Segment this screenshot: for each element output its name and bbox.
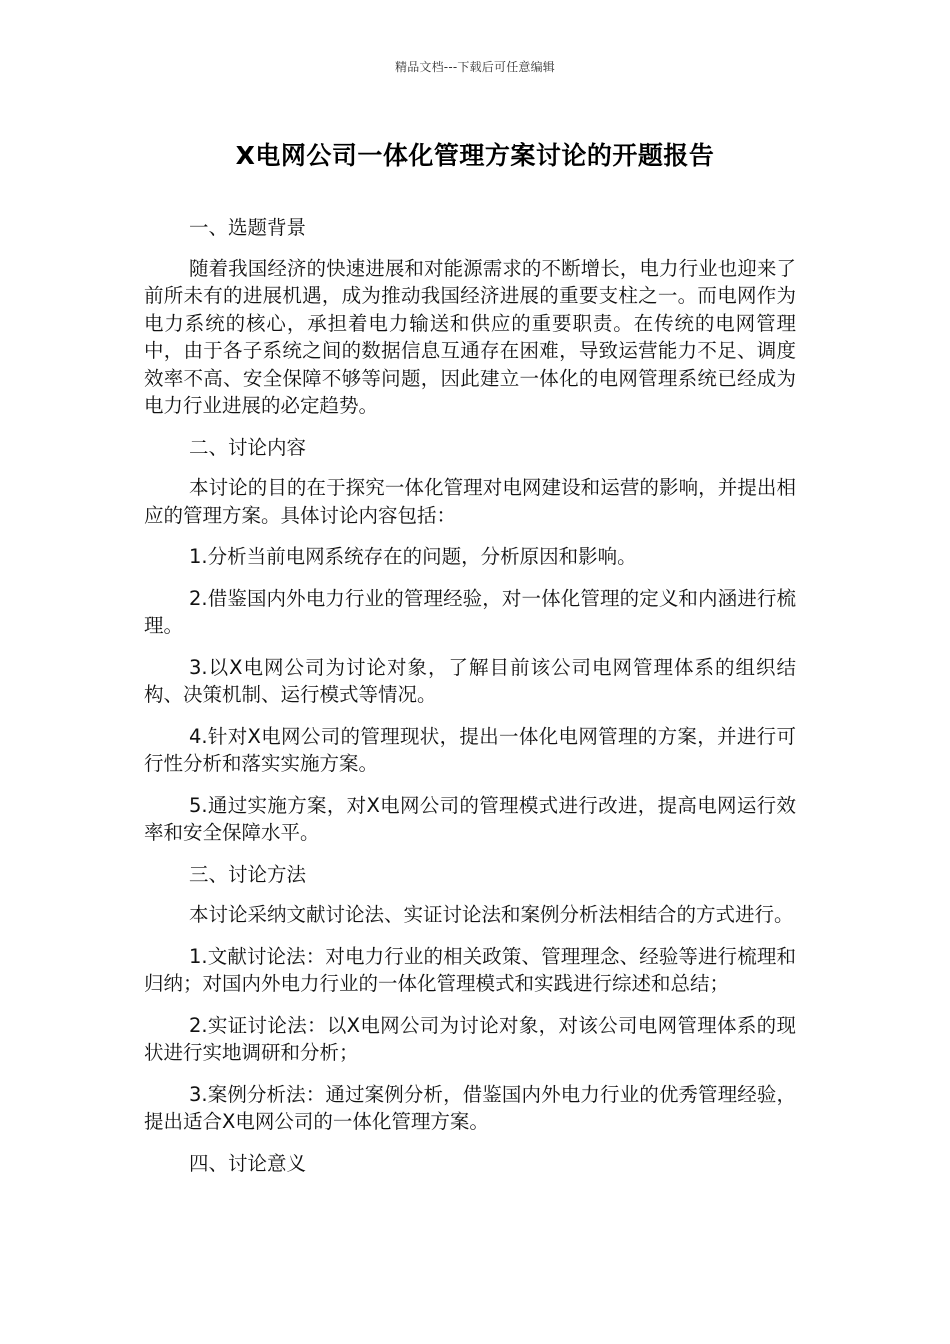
list-item-methods-3: 3.案例分析法：通过案例分析，借鉴国内外电力行业的优秀管理经验，提出适合X电网公司的一体化管理方案。 <box>144 1082 796 1133</box>
paragraph-content-intro: 本讨论的目的在于探究一体化管理对电网建设和运营的影响，并提出相应的管理方案。具体讨论内容包括： <box>144 476 796 527</box>
section-heading-significance: 四、讨论意义 <box>189 1151 307 1175</box>
list-item-content-5: 5.通过实施方案，对X电网公司的管理模式进行改进，提高电网运行效率和安全保障水平。 <box>144 793 796 844</box>
document-body <box>144 214 796 1190</box>
header-note: 精品文档---下载后可任意编辑 <box>395 60 555 74</box>
list-item-content-1: 1.分析当前电网系统存在的问题，分析原因和影响。 <box>189 545 637 568</box>
list-item-methods-2: 2.实证讨论法：以X电网公司为讨论对象，对该公司电网管理体系的现状进行实地调研和分析； <box>144 1013 796 1064</box>
section-heading-methods: 三、讨论方法 <box>189 862 307 886</box>
list-item-content-3: 3.以X电网公司为讨论对象，了解目前该公司电网管理体系的组织结构、决策机制、运行模式等情况。 <box>144 655 796 706</box>
list-item-content-4: 4.针对X电网公司的管理现状，提出一体化电网管理的方案，并进行可行性分析和落实实施方案。 <box>144 724 796 775</box>
section-heading-content: 二、讨论内容 <box>189 435 307 459</box>
list-item-methods-1: 1.文献讨论法：对电力行业的相关政策、管理理念、经验等进行梳理和归纳；对国内外电力行业的一体化管理模式和实践进行综述和总结； <box>144 944 796 995</box>
paragraph-methods-intro: 本讨论采纳文献讨论法、实证讨论法和案例分析法相结合的方式进行。 <box>189 903 794 926</box>
list-item-content-2: 2.借鉴国内外电力行业的管理经验，对一体化管理的定义和内涵进行梳理。 <box>144 586 796 637</box>
section-heading-background: 一、选题背景 <box>189 216 307 239</box>
document-title: X电网公司一体化管理方案讨论的开题报告 <box>235 141 715 170</box>
paragraph-background: 随着我国经济的快速进展和对能源需求的不断增长，电力行业也迎来了前所未有的进展机遇，成为推动我国经济进展的重要支柱之一。而电网作为电力系统的核心，承担着电力输送和供应的重要职责。在传统的电网管理中，由于各子系统之间的数据信息互通存在困难，导致运营能力不足、调度效率不高、安全保障不够等问题，因此建立一体化的电网管理系统已经成为电力行业进展的必定趋势。 <box>144 256 796 417</box>
